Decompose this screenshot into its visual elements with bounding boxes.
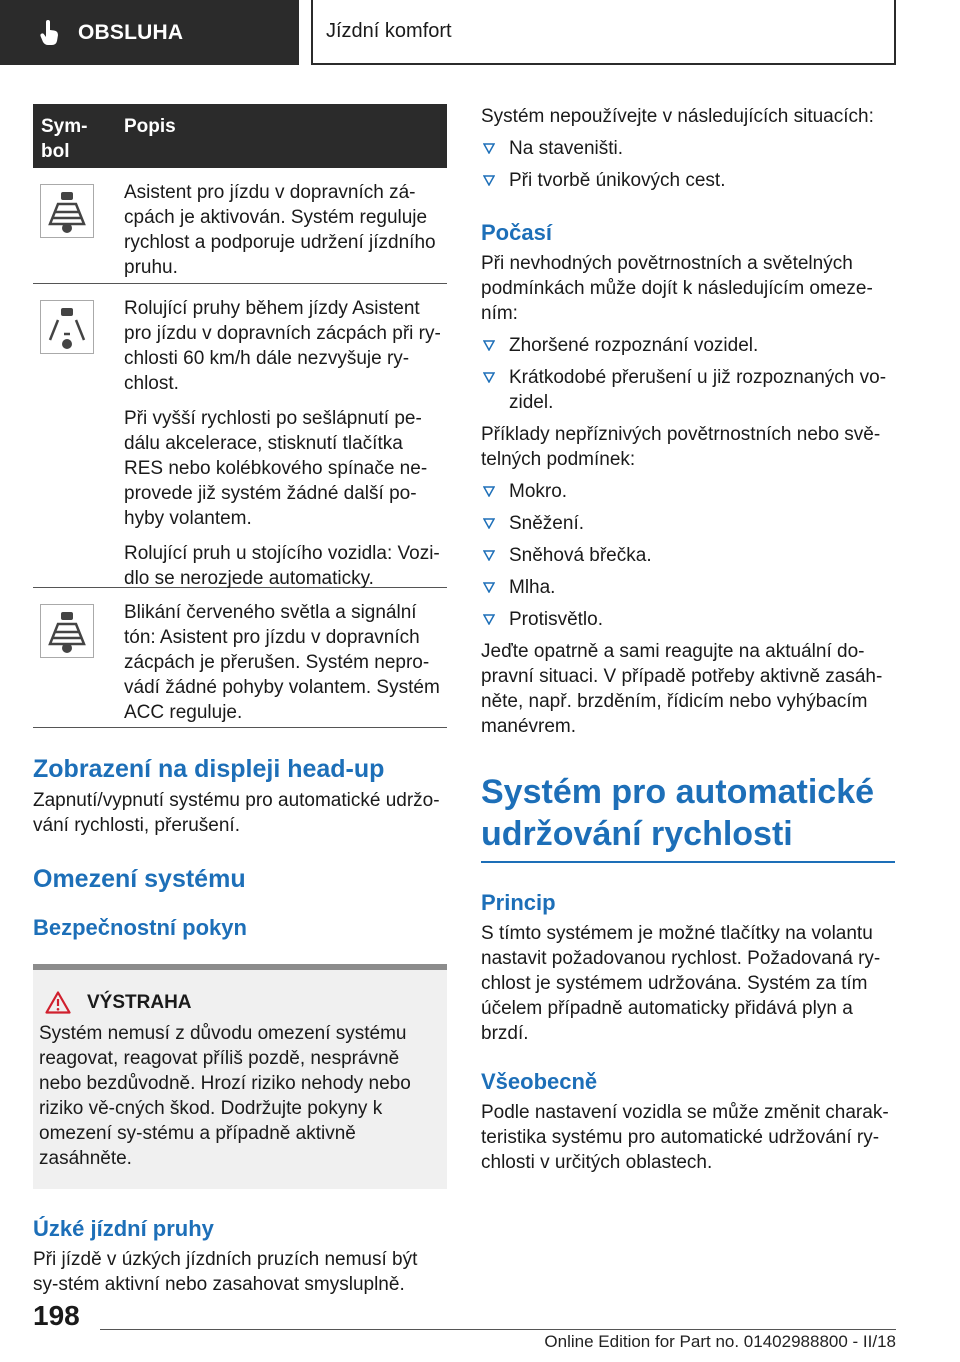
table-row (33, 168, 447, 284)
bullet-triangle-icon (483, 372, 495, 383)
narrow-lanes-title: Úzké jízdní pruhy (33, 1216, 214, 1241)
list-item: Mokro. (481, 479, 895, 504)
page-number: 198 (33, 1300, 80, 1331)
general-title: Všeobecně (481, 1069, 598, 1094)
row-description: Rolující pruh u stojícího vozidla: Vozi-dlo se nerozjede automaticky. (124, 543, 440, 589)
bullet-triangle-icon (483, 614, 495, 625)
principle-title: Princip (481, 890, 556, 915)
bullet-triangle-icon (483, 175, 495, 186)
list-item: Mlha. (481, 575, 895, 600)
examples-text: Příklady nepříznivých povětrnostních nebo svě-telných podmínek: (481, 424, 881, 470)
table-header (33, 104, 447, 168)
bullet-triangle-icon (483, 582, 495, 593)
table-header-symbol: Sym- bol (41, 116, 88, 162)
warning-title: VÝSTRAHA (87, 992, 192, 1013)
warning-text: Systém nemusí z důvodu omezení systému reagovat, reagovat příliš pozdě, nesprávně nebo bezdůvodně. Hrozí riziko nehody nebo riziko vě-cných škod. Dodržujte pokyny k omezení sy-stému a případně aktivně zasáhněte. (39, 1023, 411, 1169)
row-description: Asistent pro jízdu v dopravních zá-cpách je aktivován. Systém reguluje rychlost a podporuje udržení jízdního pruhu. (124, 182, 436, 278)
cruise-control-title: Systém pro automatické udržování rychlosti (481, 771, 895, 863)
hud-title: Zobrazení na displeji head-up (33, 755, 385, 783)
situations-intro: Systém nepoužívejte v následujících situacích: (481, 106, 874, 127)
hand-pointer-icon (40, 20, 60, 46)
left-column (33, 104, 447, 1297)
principle-text: S tímto systémem je možné tlačítky na volantu nastavit požadovanou rychlost. Požadovaná ry-chlost je systémem udržována. Systém za tím účelem případně automaticky přidává plyn a brzdí. (481, 923, 881, 1044)
list-item: Na staveništi. (481, 136, 895, 161)
row-description: Při vyšší rychlosti po sešlápnutí pe-dálu akcelerace, stisknutí tlačítka RES nebo kolébkového spínače ne-provede již systém žádné další po-hyby volantem. (124, 408, 428, 529)
weather-title: Počasí (481, 220, 552, 245)
row-description: Rolující pruhy během jízdy Asistent pro jízdu v dopravních zácpách při ry-chlosti 60 km/h dále nezvyšuje ry-chlost. (124, 298, 441, 394)
list-item: Protisvětlo. (481, 607, 895, 632)
row-description: Blikání červeného světla a signální tón: Asistent pro jízdu v dopravních zácpách je přerušen. Systém nepro-vádí žádné pohyby volantem. Systém ACC reguluje. (124, 602, 440, 723)
narrow-lanes-text: Při jízdě v úzkých jízdních pruzích nemusí být sy-stém aktivní nebo zasahovat smysluplně. (33, 1249, 418, 1295)
examples-list (481, 479, 895, 632)
table-row (33, 588, 447, 728)
right-column (481, 104, 895, 1175)
bullet-triangle-icon (483, 340, 495, 351)
section-title: OBSLUHA (78, 20, 184, 44)
hud-text: Zapnutí/vypnutí systému pro automatické udržo-vání rychlosti, přerušení. (33, 790, 440, 836)
list-item: Sněžení. (481, 511, 895, 536)
weather-text: Při nevhodných povětrnostních a světelných podmínkách může dojít k následujícím omeze-ním: (481, 253, 873, 324)
list-item: Při tvorbě únikových cest. (481, 168, 895, 193)
situations-list (481, 136, 895, 193)
advice-text: Jeďte opatrně a sami reagujte na aktuální do-pravní situaci. V případě potřeby aktivně zasáh-něte, např. brzděním, řídicím nebo vyhýbacím manévrem. (481, 641, 883, 737)
traffic-jam-assistant-interrupted-icon (40, 604, 94, 658)
chapter-title (311, 0, 896, 65)
warning-triangle-icon (45, 991, 71, 1014)
bullet-triangle-icon (483, 550, 495, 561)
list-item: Zhoršené rozpoznání vozidel. (481, 333, 895, 358)
limits-title: Omezení systému (33, 865, 246, 893)
footer-divider (100, 1329, 896, 1330)
bullet-triangle-icon (483, 518, 495, 529)
list-item: Krátkodobé přerušení u již rozpoznaných vo-zidel. (481, 365, 895, 415)
table-header-description: Popis (124, 116, 176, 137)
weather-effects-list (481, 333, 895, 415)
chapter-title-text: Jízdní komfort (326, 20, 452, 42)
traffic-jam-assistant-lanes-icon (40, 300, 94, 354)
edition-text: Online Edition for Part no. 01402988800 - II/18 (544, 1332, 896, 1351)
bullet-triangle-icon (483, 143, 495, 154)
warning-box (33, 964, 447, 1189)
header-section-tab (0, 0, 299, 65)
safety-title: Bezpečnostní pokyn (33, 915, 247, 940)
table-row (33, 284, 447, 588)
general-text: Podle nastavení vozidla se může změnit charak-teristika systému pro automatické udržování ry-chlosti v určitých oblastech. (481, 1102, 889, 1173)
bullet-triangle-icon (483, 486, 495, 497)
list-item: Sněhová břečka. (481, 543, 895, 568)
traffic-jam-assistant-active-icon (40, 184, 94, 238)
